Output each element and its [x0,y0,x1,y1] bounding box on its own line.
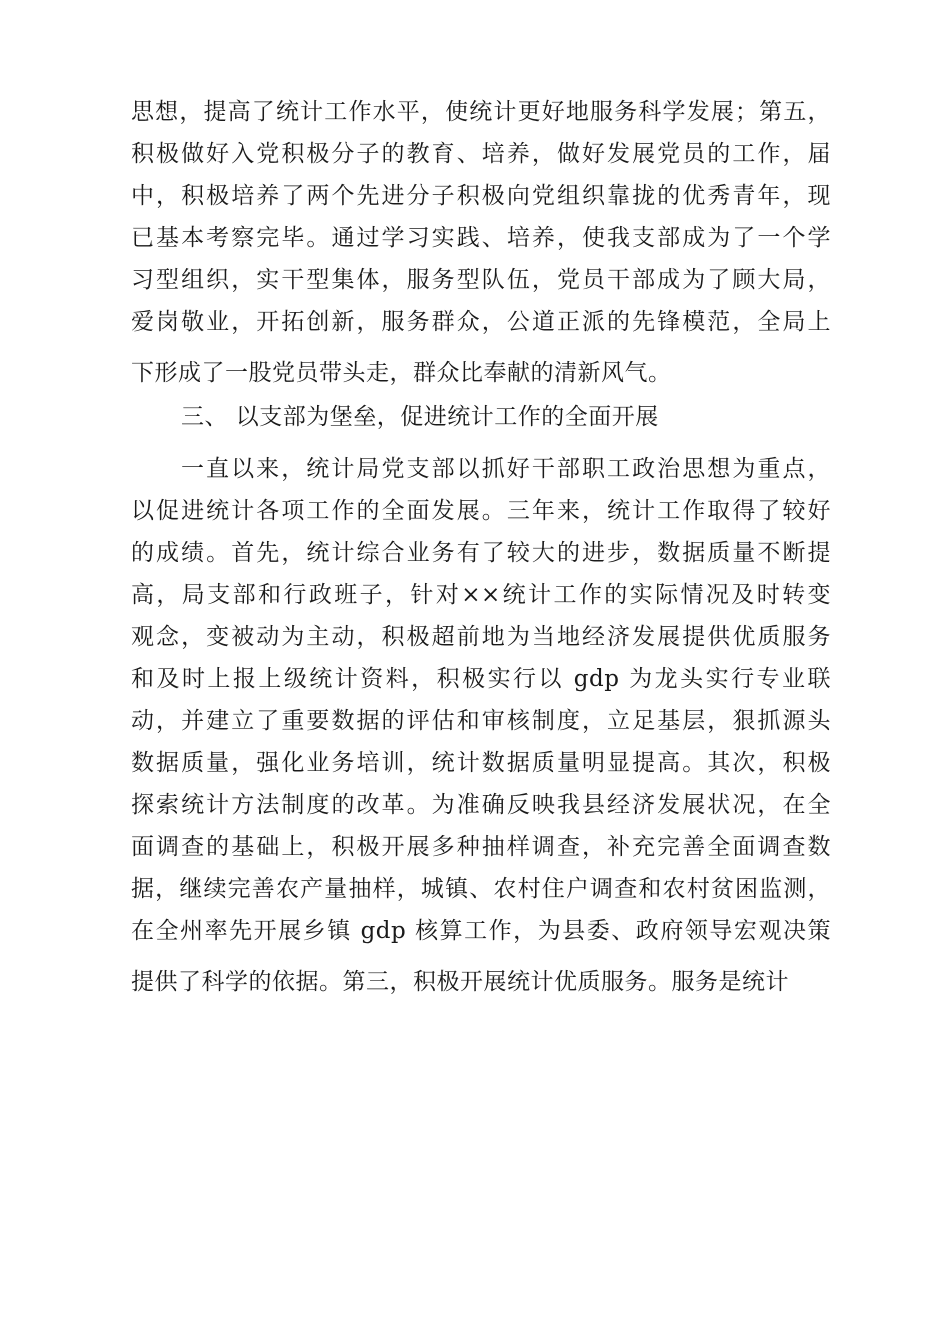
text-line: 提供了科学的依据。第三，积极开展统计优质服务。服务是统计 [131,969,789,995]
text-line: 据，继续完善农产量抽样，城镇、农村住户调查和农村贫困监测， [131,876,831,902]
text-line: 爱岗敬业，开拓创新，服务群众，公道正派的先锋模范，全局上 [131,309,831,335]
text-line: 积极做好入党积极分子的教育、培养，做好发展党员的工作，届 [131,141,831,167]
text-line: 动，并建立了重要数据的评估和审核制度，立足基层，狠抓源头 [131,708,831,734]
text-line: 一直以来，统计局党支部以抓好干部职工政治思想为重点， [181,456,831,482]
text-line: 已基本考察完毕。通过学习实践、培养，使我支部成为了一个学 [131,225,831,251]
text-line: 中，积极培养了两个先进分子积极向党组织靠拢的优秀青年，现 [131,183,831,209]
text-line: 面调查的基础上，积极开展多种抽样调查，补充完善全面调查数 [131,834,831,860]
text-line: 下形成了一股党员带头走，群众比奉献的清新风气。 [131,360,672,386]
text-line: 在全州率先开展乡镇 gdp 核算工作，为县委、政府领导宏观决策 [131,918,831,944]
text-line: 探索统计方法制度的改革。为准确反映我县经济发展状况，在全 [131,792,831,818]
text-line: 思想，提高了统计工作水平，使统计更好地服务科学发展；第五， [131,99,831,125]
text-line: 数据质量，强化业务培训，统计数据质量明显提高。其次，积极 [131,750,831,776]
text-line: 高，局支部和行政班子，针对××统计工作的实际情况及时转变 [131,582,831,608]
text-line: 和及时上报上级统计资料，积极实行以 gdp 为龙头实行专业联 [131,666,831,692]
text-line: 以促进统计各项工作的全面发展。三年来，统计工作取得了较好 [131,498,831,524]
text-line: 观念，变被动为主动，积极超前地为当地经济发展提供优质服务 [131,624,831,650]
text-line: 的成绩。首先，统计综合业务有了较大的进步，数据质量不断提 [131,540,831,566]
text-line: 习型组织，实干型集体，服务型队伍，党员干部成为了顾大局， [131,267,831,293]
section-heading: 三、 以支部为堡垒，促进统计工作的全面开展 [181,404,659,430]
